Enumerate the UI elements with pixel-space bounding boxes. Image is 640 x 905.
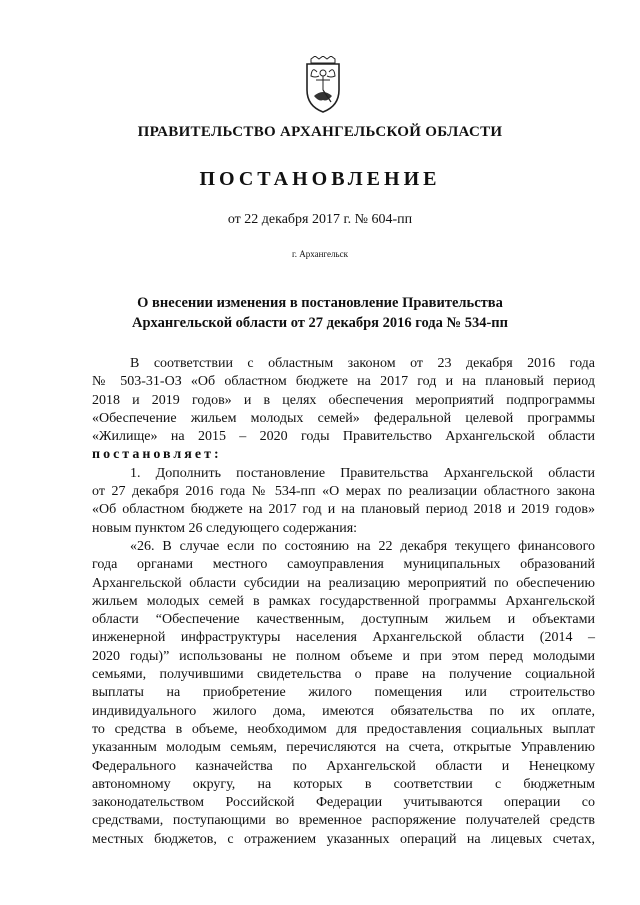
body-line: области “Обеспечение качественным, доступным жильем и объектами — [92, 612, 595, 628]
body-line: семьями, получившими свидетельства о праве на получение социальной — [92, 667, 595, 683]
body-line: 2018 и 2019 годов» и в целях обеспечения мероприятий подпрограммы — [92, 392, 595, 408]
body-line: указанным молодым семьям, перечисляются на счета, открытые Управлению — [92, 740, 595, 756]
body-line: автономному округу, на которых в соответствии с бюджетным — [92, 776, 595, 792]
body-line: законодательством Российской Федерации учитываются операции со — [92, 795, 595, 811]
body-line: В соответствии с областным законом от 23 декабря 2016 года — [130, 356, 595, 371]
body-line: года органами местного самоуправления муниципальных образований — [92, 557, 595, 573]
body-line: средствами, поступающими во временное распоряжение получателей средств — [92, 813, 595, 829]
body-line: Федерального казначейства по Архангельской области и Ненецкому — [92, 758, 595, 774]
government-name: ПРАВИТЕЛЬСТВО АРХАНГЕЛЬСКОЙ ОБЛАСТИ — [137, 124, 503, 140]
date-and-number: от 22 декабря 2017 г. № 604-пп — [227, 212, 413, 227]
body-line: местных бюджетов, с отражением указанных операций на лицевых счетах, — [92, 831, 595, 847]
city-name: г. Архангельск — [292, 249, 348, 259]
subject-line: О внесении изменения в постановление Правительства — [137, 295, 503, 311]
body-line: то средства в объеме, необходимом для предоставления социальных выплат — [92, 721, 595, 737]
body-line: индивидуального жилого дома, имеются обязательства по их оплате, — [92, 703, 595, 719]
body-line: выплаты на приобретение жилого помещения или строительство — [92, 685, 595, 701]
body-line: жильем молодых семей в рамках государственной программы Архангельской — [92, 593, 595, 609]
body-line: Архангельской области субсидии на реализацию мероприятий по обеспечению — [92, 575, 595, 591]
body-line: «Обеспечение жильем молодых семей» федеральной целевой программы — [92, 410, 595, 426]
body-line: «26. В случае если по состоянию на 22 декабря текущего финансового — [130, 538, 595, 554]
body-line: 1. Дополнить постановление Правительства Архангельской области — [130, 465, 595, 481]
body-line: инженерной инфраструктуры населения Архангельской области (2014 – — [92, 630, 595, 646]
document-body — [92, 355, 595, 849]
body-line: «Об областном бюджете на 2017 год и на плановый период 2018 и 2019 годов» — [92, 502, 595, 518]
coat-of-arms-archangel-icon — [303, 56, 343, 116]
subject-line: Архангельской области от 27 декабря 2016 года № 534-пп — [132, 315, 508, 331]
document-type-title: ПОСТАНОВЛЕНИЕ — [199, 168, 441, 190]
body-line: «Жилище» на 2015 – 2020 годы Правительство Архангельской области — [92, 429, 595, 445]
decree-word: постановляет: — [92, 447, 222, 463]
body-line: № 503-31-ОЗ «Об областном бюджете на 2017 год и на плановый период — [92, 374, 595, 390]
document-subject — [0, 293, 640, 333]
body-line: 2020 годы)” использованы не полном объеме и при этом перед молодыми — [92, 648, 595, 664]
body-line: от 27 декабря 2016 года № 534-пп «О мерах по реализации областного закона — [92, 484, 595, 500]
body-line: новым пунктом 26 следующего содержания: — [92, 520, 358, 536]
